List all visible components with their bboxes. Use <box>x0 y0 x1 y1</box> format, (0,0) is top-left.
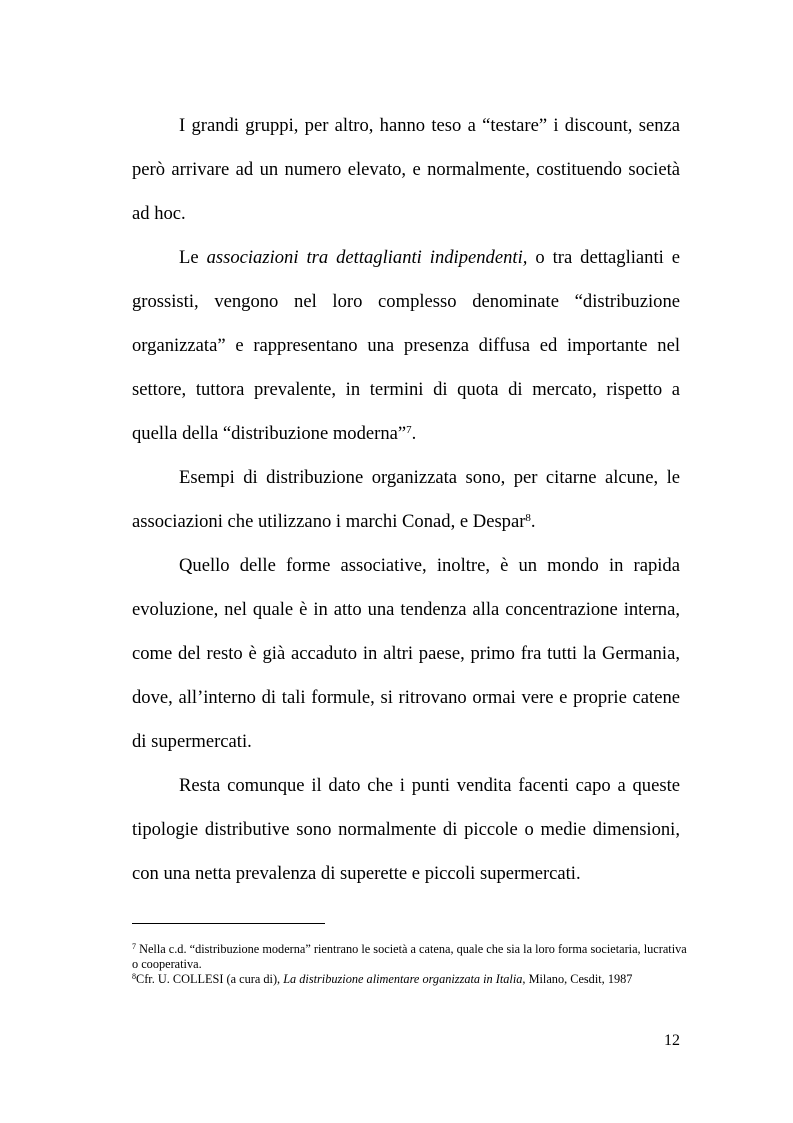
footnote-7 <box>132 942 692 972</box>
page-number: 12 <box>664 1032 680 1049</box>
footnote-8-italic: La distribuzione alimentare organizzata in Italia <box>283 972 523 986</box>
paragraph-5-text: Resta comunque il dato che i punti vendita facenti capo a queste tipologie distributive sono normalmente di piccole o medie dimensioni, con una netta prevalenza di superette e piccoli supermercati. <box>132 775 680 884</box>
paragraph-2-lead: Le <box>179 247 207 268</box>
paragraph-2-italic: associazioni tra dettaglianti indipendenti, <box>206 247 528 268</box>
paragraph-2-end: . <box>411 423 417 444</box>
paragraph-5 <box>132 764 680 896</box>
footnote-7-mark: 7 <box>132 942 136 951</box>
paragraph-2-rest: o tra dettaglianti e grossisti, vengono nel loro complesso denominate “distribuzione organizzata” e rappresentano una presenza diffusa ed importante nel settore, tuttora prevalente, in termini di quota di mercato, rispetto a quella della “distribuzione moderna” <box>132 247 680 444</box>
footnote-8-mark: 8 <box>132 972 136 981</box>
footnote-8-lead: Cfr. U. COLLESI (a cura di), <box>136 972 284 986</box>
footnote-8 <box>132 972 692 987</box>
paragraph-3-end: . <box>530 511 536 532</box>
paragraph-4 <box>132 544 680 764</box>
footnote-7-text: Nella c.d. “distribuzione moderna” rientrano le società a catena, quale che sia la loro forma societaria, lucrativa o cooperativa. <box>132 942 687 971</box>
footnote-ref-7[interactable]: 7 <box>406 424 412 436</box>
paragraph-3-text: Esempi di distribuzione organizzata sono, per citarne alcune, le associazioni che utilizzano i marchi Conad, e Despar <box>132 467 680 532</box>
footnotes <box>132 942 692 987</box>
paragraph-2 <box>132 236 680 456</box>
paragraph-3 <box>132 456 680 544</box>
paragraph-1 <box>132 104 680 236</box>
main-text <box>132 104 680 896</box>
footnote-8-rest: , Milano, Cesdit, 1987 <box>522 972 633 986</box>
paragraph-4-text: Quello delle forme associative, inoltre, è un mondo in rapida evoluzione, nel quale è in atto una tendenza alla concentrazione interna, come del resto è già accaduto in altri paese, primo fra tutti la Germania, dove, all’interno di tali formule, si ritrovano ormai vere e proprie catene di supermercati. <box>132 555 680 752</box>
footnote-divider <box>132 923 325 924</box>
footnote-ref-8[interactable]: 8 <box>525 512 531 524</box>
paragraph-1-text: I grandi gruppi, per altro, hanno teso a “testare” i discount, senza però arrivare ad un numero elevato, e normalmente, costituendo società ad hoc. <box>132 115 680 224</box>
